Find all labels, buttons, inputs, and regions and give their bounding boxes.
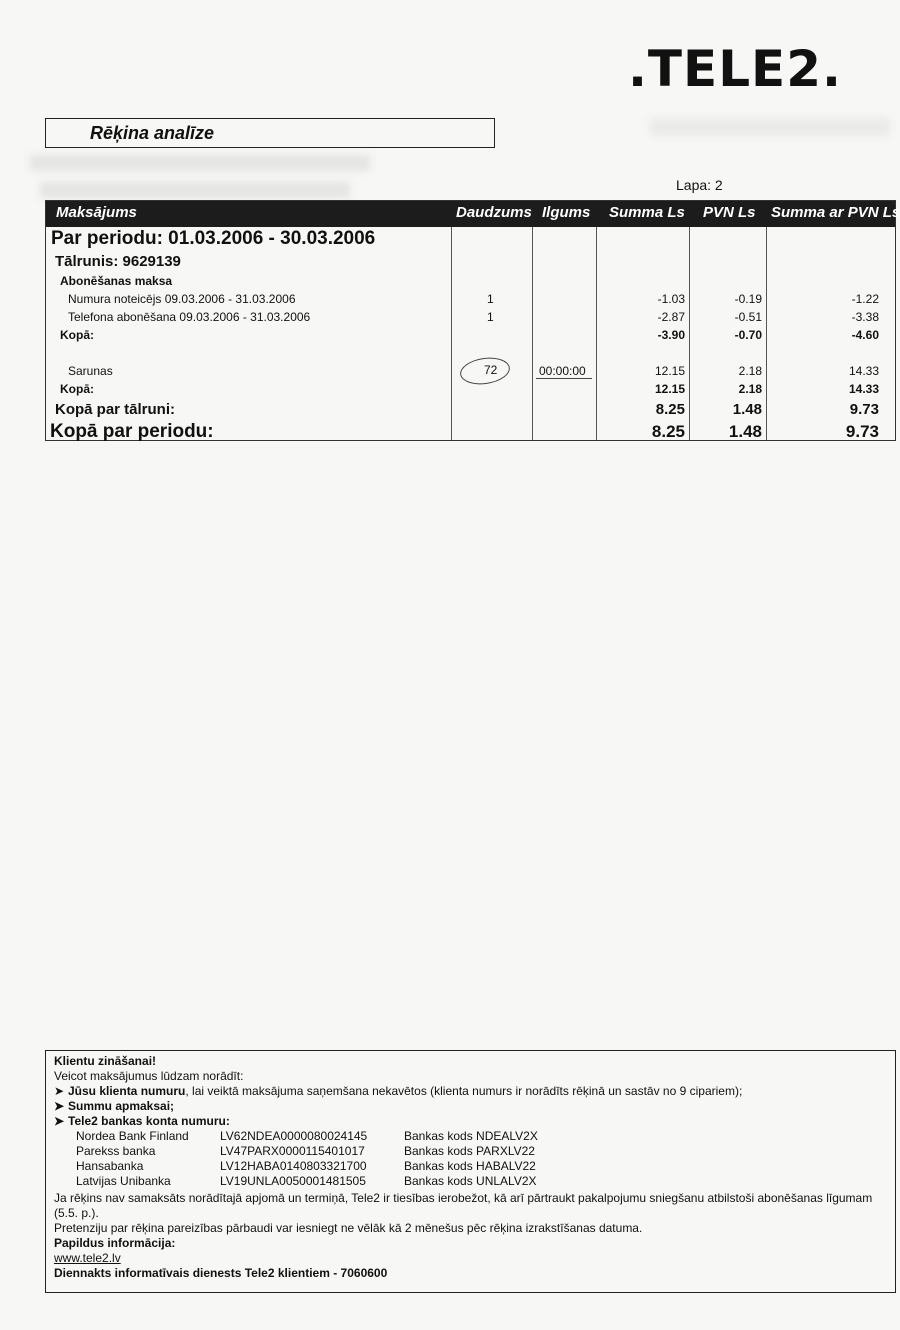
calls-sum: 12.15 [654, 364, 685, 378]
subtotal-sum: 12.15 [654, 382, 685, 396]
column-divider [596, 227, 597, 440]
row-label: Telefona abonēšana 09.03.2006 - 31.03.2006 [68, 310, 311, 324]
period-total-vat: 1.48 [728, 422, 762, 441]
info-note-termination: Ja rēķins nav samaksāts norādītajā apjomā un termiņā, Tele2 ir tiesības ierobežot, kā arī pārtraukt pakalpojumu sniegšanu atbilstoši abonēšanas līgumam (5.5. p.). [54, 1191, 873, 1220]
bank-name: Nordea Bank Finland [76, 1129, 189, 1143]
bank-row [54, 1144, 887, 1159]
column-divider [532, 227, 533, 440]
subtotal-vat: 2.18 [738, 382, 762, 396]
table-header [46, 201, 900, 227]
subtotal-sum: -3.90 [657, 328, 685, 342]
page-title: Rēķina analīze [45, 118, 495, 148]
column-divider [766, 227, 767, 440]
bank-row [54, 1174, 887, 1189]
row-qty: 1 [487, 310, 494, 324]
calls-total: 14.33 [848, 364, 879, 378]
bank-account: LV47PARX0000115401017 [220, 1144, 365, 1158]
subtotal-total: -4.60 [851, 328, 879, 342]
subtotal-vat: -0.70 [734, 328, 762, 342]
period-total-sum: 8.25 [651, 422, 685, 441]
bank-row [54, 1129, 887, 1144]
bank-code: Bankas kods HABALV22 [404, 1159, 536, 1173]
calls-qty: 72 [484, 363, 498, 377]
info-more-heading: Papildus informācija: [54, 1236, 176, 1250]
tele2-logo: .TELE2. [627, 40, 842, 98]
calls-label: Sarunas [68, 364, 113, 378]
header-duration: Ilgums [542, 204, 591, 221]
bank-code: Bankas kods UNLALV2X [404, 1174, 537, 1188]
subtotal-label: Kopā: [60, 382, 94, 396]
client-info-box [45, 1050, 896, 1293]
redacted-area [30, 155, 370, 171]
redacted-area [650, 118, 890, 136]
row-sum: -1.03 [657, 292, 685, 306]
row-vat: -0.51 [734, 310, 762, 324]
handwritten-underline [536, 378, 592, 379]
period-total-label: Kopā par periodu: [50, 421, 214, 442]
info-bullet [54, 1099, 887, 1114]
phone-title: Tālrunis: 9629139 [55, 253, 181, 270]
row-total: -1.22 [851, 292, 879, 306]
bank-account: LV62NDEA0000080024145 [220, 1129, 368, 1143]
bank-row [54, 1159, 887, 1174]
row-vat: -0.19 [734, 292, 762, 306]
header-sum: Summa Ls [609, 204, 685, 221]
subtotal-total: 14.33 [848, 382, 879, 396]
section-title: Abonēšanas maksa [60, 274, 173, 288]
bank-name: Hansabanka [76, 1159, 144, 1173]
arrow-bullet-icon: ➤ [54, 1084, 65, 1098]
calls-duration: 00:00:00 [539, 364, 586, 378]
subtotal-label: Kopā: [60, 328, 94, 342]
phone-total-sum: 8.25 [655, 401, 685, 418]
arrow-bullet-icon: ➤ [54, 1099, 65, 1113]
info-heading: Klientu zināšanai! [54, 1054, 157, 1068]
period-title: Par periodu: 01.03.2006 - 30.03.2006 [51, 228, 376, 249]
info-intro: Veicot maksājumus lūdzam norādīt: [54, 1069, 244, 1083]
row-sum: -2.87 [657, 310, 685, 324]
bank-name: Parekss banka [76, 1144, 156, 1158]
row-total: -3.38 [851, 310, 879, 324]
info-bullet [54, 1084, 887, 1099]
calls-vat: 2.18 [738, 364, 762, 378]
info-note-claims: Pretenziju par rēķina pareizības pārbaudi var iesniegt ne vēlāk kā 2 mēnešus pēc rēķina izrakstīšanas datuma. [54, 1221, 643, 1235]
row-qty: 1 [487, 292, 494, 306]
row-label: Numura noteicējs 09.03.2006 - 31.03.2006 [68, 292, 296, 306]
column-divider [451, 227, 452, 440]
bank-code: Bankas kods NDEALV2X [404, 1129, 538, 1143]
info-bullet [54, 1114, 887, 1129]
page-number: Lapa: 2 [676, 177, 723, 193]
header-total: Summa ar PVN Ls [771, 204, 900, 221]
phone-total-vat: 1.48 [732, 401, 762, 418]
header-payment: Maksājums [56, 204, 137, 221]
header-vat: PVN Ls [703, 204, 756, 221]
tele2-website-link[interactable]: www.tele2.lv [54, 1251, 121, 1265]
bank-name: Latvijas Unibanka [76, 1174, 171, 1188]
info-bullet-bold: Jūsu klienta numuru [68, 1084, 186, 1098]
bank-account: LV19UNLA0050001481505 [220, 1174, 366, 1188]
info-hotline: Diennakts informatīvais dienests Tele2 klientiem - 7060600 [54, 1266, 388, 1280]
phone-total-total: 9.73 [849, 401, 879, 418]
column-divider [689, 227, 690, 440]
period-total-total: 9.73 [845, 422, 879, 441]
bank-code: Bankas kods PARXLV22 [404, 1144, 535, 1158]
header-quantity: Daudzums [456, 204, 532, 221]
phone-total-label: Kopā par tālruni: [55, 401, 176, 418]
charges-table [45, 200, 900, 442]
info-bullet-text: Tele2 bankas konta numuru: [68, 1114, 230, 1128]
info-bullet-text: Summu apmaksai; [68, 1099, 175, 1113]
info-bullet-text: , lai veiktā maksājuma saņemšana nekavētos (klienta numurs ir norādīts rēķinā un sastāv no 9 cipariem); [185, 1084, 743, 1098]
arrow-bullet-icon: ➤ [54, 1114, 65, 1128]
redacted-area [40, 182, 350, 198]
bank-account: LV12HABA0140803321700 [220, 1159, 367, 1173]
